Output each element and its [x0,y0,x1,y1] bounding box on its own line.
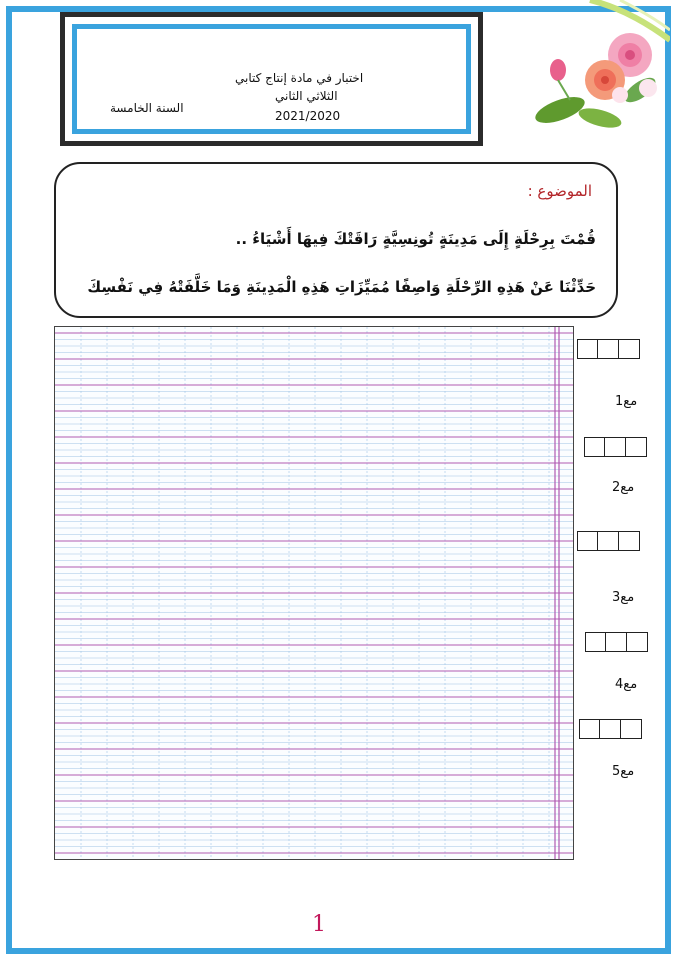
exam-title: اختبار في مادة إنتاج كتابي [235,71,364,85]
criterion-label: مع1 [615,394,638,409]
score-boxes-5[interactable] [580,719,642,739]
score-cell[interactable] [618,339,640,359]
criterion-label: مع4 [615,677,638,692]
score-cell[interactable] [584,437,606,457]
score-cell[interactable] [626,632,648,652]
topic-line-1: قُمْتَ بِرِحْلَةٍ إِلَى مَدِينَةٍ تُونِسِيَّةٍ رَاقَتْكَ فِيهَا أَشْيَاءُ .. [235,230,596,248]
score-boxes-3[interactable] [578,531,640,551]
topic-label: الموضوع : [527,182,592,200]
score-cell[interactable] [579,719,601,739]
exam-term: الثلاثي الثاني [275,89,338,103]
score-cell[interactable] [604,437,626,457]
score-cell[interactable] [599,719,621,739]
score-cell[interactable] [597,339,619,359]
writing-area[interactable] [54,326,574,860]
score-cell[interactable] [620,719,642,739]
score-cell[interactable] [625,437,647,457]
score-cell[interactable] [577,339,599,359]
topic-box [54,162,618,318]
writing-grid [55,327,574,860]
criterion-label: مع5 [612,764,635,779]
score-boxes-2[interactable] [585,437,647,457]
score-cell[interactable] [597,531,619,551]
score-boxes-1[interactable] [578,339,640,359]
score-cell[interactable] [605,632,627,652]
page-number: 1 [312,912,326,937]
exam-grade: السنة الخامسة [110,101,184,115]
header-box [60,12,483,146]
score-cell[interactable] [577,531,599,551]
topic-line-2: حَدِّثْنَا عَنْ هَذِهِ الرِّحْلَةِ وَاصِفًا مُمَيِّزَاتِ هَذِهِ الْمَدِينَةِ وَمَا خَلَّفَتْهُ فِي نَفْسِكَ [87,278,596,296]
criterion-label: مع2 [612,480,635,495]
exam-year: 2021/2020 [275,109,341,123]
score-cell[interactable] [618,531,640,551]
score-boxes-4[interactable] [586,632,648,652]
score-cell[interactable] [585,632,607,652]
flowers-decoration-icon [530,0,670,140]
criterion-label: مع3 [612,590,635,605]
